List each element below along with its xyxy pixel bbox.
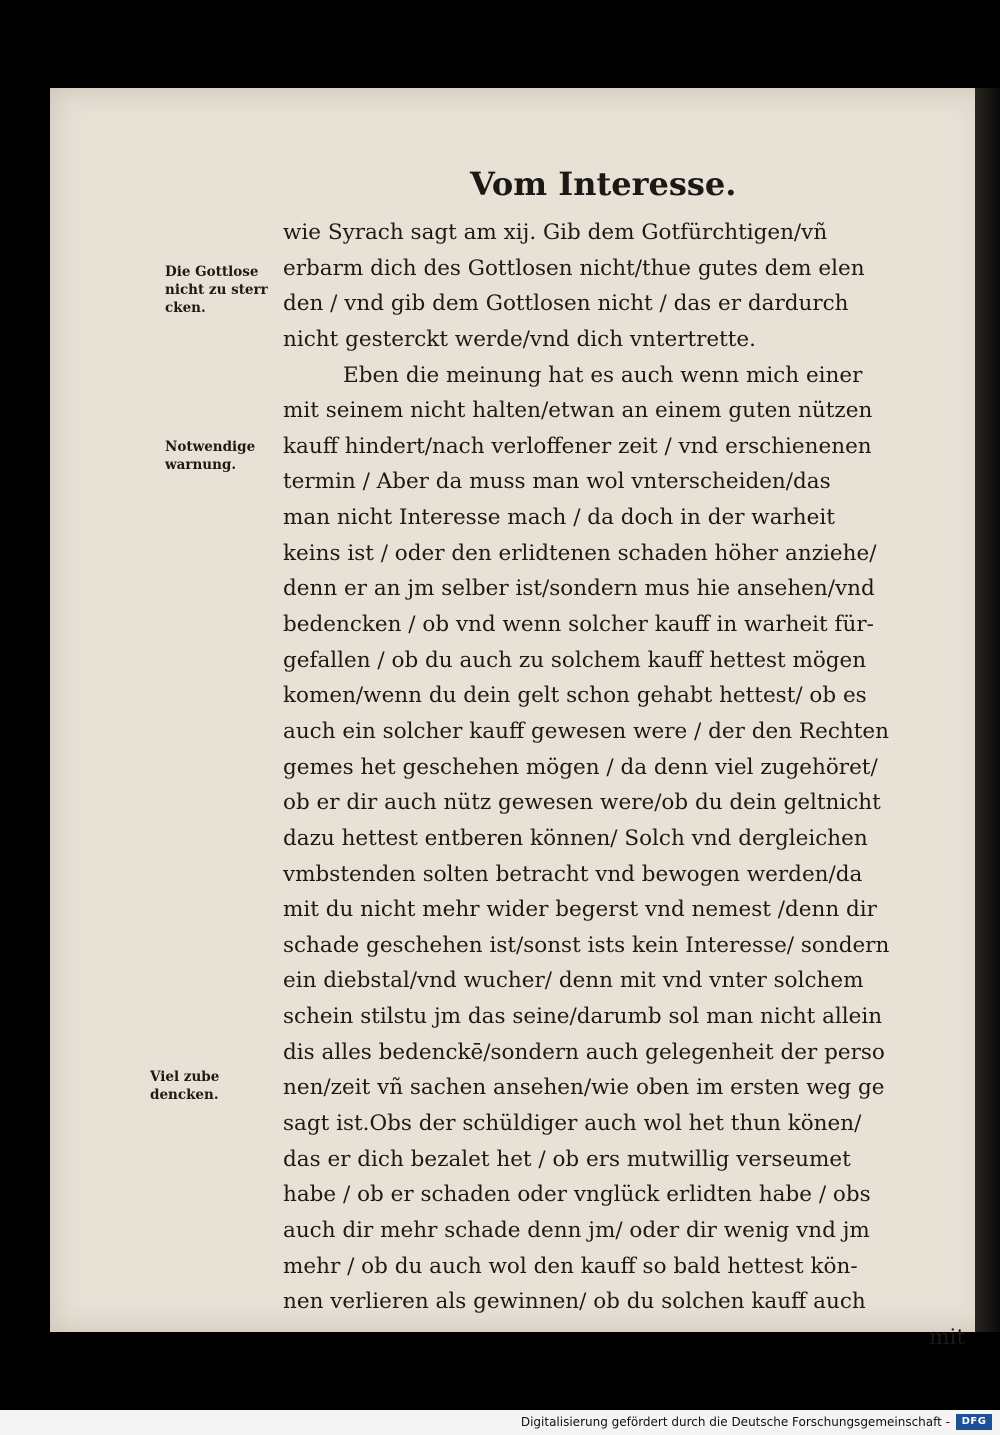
side-note-line: Die Gottlose xyxy=(165,264,259,280)
text-line: kauff hindert/nach verloffener zeit / vnd erschienenen xyxy=(283,433,872,459)
side-note-line: nicht zu sterr xyxy=(165,282,268,298)
text-line: dazu hettest entberen können/ Solch vnd dergleichen xyxy=(283,825,868,851)
side-note-line: warnung. xyxy=(165,457,237,473)
text-line: erbarm dich des Gottlosen nicht/thue gutes dem elen xyxy=(283,255,865,281)
text-line: auch ein solcher kauff gewesen were / der den Rechten xyxy=(283,718,889,744)
text-line: gefallen / ob du auch zu solchem kauff hettest mögen xyxy=(283,647,867,673)
text-line: mehr / ob du auch wol den kauff so bald hettest kön- xyxy=(283,1253,858,1279)
text-line: wie Syrach sagt am xij. Gib dem Gotfürchtigen/vñ xyxy=(283,220,828,245)
text-line: mit du nicht mehr wider begerst vnd nemest /denn dir xyxy=(283,897,877,923)
text-line: schein stilstu jm das seine/darumb sol man nicht allein xyxy=(283,1004,883,1030)
text-line: nicht gesterckt werde/vnd dich vntertrette. xyxy=(283,326,756,352)
text-line: gemes het geschehen mögen / da denn viel zugehöret/ xyxy=(283,754,878,780)
text-line: mit seinem nicht halten/etwan an einem guten nützen xyxy=(283,398,873,424)
text-line: ein diebstal/vnd wucher/ denn mit vnd vnter solchem xyxy=(283,968,864,994)
page-heading: Vom Interesse. xyxy=(470,165,737,203)
text-line: nen verlieren als gewinnen/ ob du solchen kauff auch xyxy=(283,1289,866,1315)
side-note-gottlose xyxy=(165,263,268,317)
text-line: man nicht Interesse mach / da doch in der warheit xyxy=(283,505,835,531)
text-line: sagt ist.Obs der schüldiger auch wol het thun könen/ xyxy=(283,1111,862,1137)
catchword: mit xyxy=(929,1324,965,1350)
text-line: denn er an jm selber ist/sondern mus hie ansehen/vnd xyxy=(283,576,875,602)
text-line: dis alles bedenckē/sondern auch gelegenheit der perso xyxy=(283,1039,885,1065)
text-line: termin / Aber da muss man wol vnterscheiden/das xyxy=(283,469,831,495)
text-line: das er dich bezalet het / ob ers mutwillig verseumet xyxy=(283,1146,851,1172)
text-line: Eben die meinung hat es auch wenn mich einer xyxy=(343,362,863,388)
footer-credit: Digitalisierung gefördert durch die Deutsche Forschungsgemeinschaft - xyxy=(520,1415,950,1429)
text-line: nen/zeit vñ sachen ansehen/wie oben im ersten weg ge xyxy=(283,1075,885,1101)
side-note-line: Notwendige xyxy=(165,439,256,455)
text-line: schade geschehen ist/sonst ists kein Interesse/ sondern xyxy=(283,932,890,958)
text-line: ob er dir auch nütz gewesen were/ob du dein geltnicht xyxy=(283,790,881,816)
side-note-line: cken. xyxy=(165,300,206,316)
text-line: auch dir mehr schade denn jm/ oder dir wenig vnd jm xyxy=(283,1217,870,1243)
text-line: bedencken / ob vnd wenn solcher kauff in warheit für- xyxy=(283,612,874,638)
text-line: vmbstenden solten betracht vnd bewogen werden/da xyxy=(283,861,863,887)
side-note-notwendige xyxy=(165,438,255,474)
text-line: komen/wenn du dein gelt schon gehabt hettest/ ob es xyxy=(283,683,867,709)
footer-bar xyxy=(0,1410,1000,1435)
side-note-line: dencken. xyxy=(150,1087,219,1103)
text-line: den / vnd gib dem Gottlosen nicht / das er dardurch xyxy=(283,291,849,317)
side-note-viel xyxy=(150,1068,219,1104)
dfg-logo: DFG xyxy=(956,1414,992,1430)
body-text xyxy=(283,215,983,1356)
text-line: habe / ob er schaden oder vnglück erlidten habe / obs xyxy=(283,1182,871,1208)
side-note-line: Viel zube xyxy=(150,1069,220,1085)
text-line: keins ist / oder den erlidtenen schaden höher anziehe/ xyxy=(283,540,877,566)
